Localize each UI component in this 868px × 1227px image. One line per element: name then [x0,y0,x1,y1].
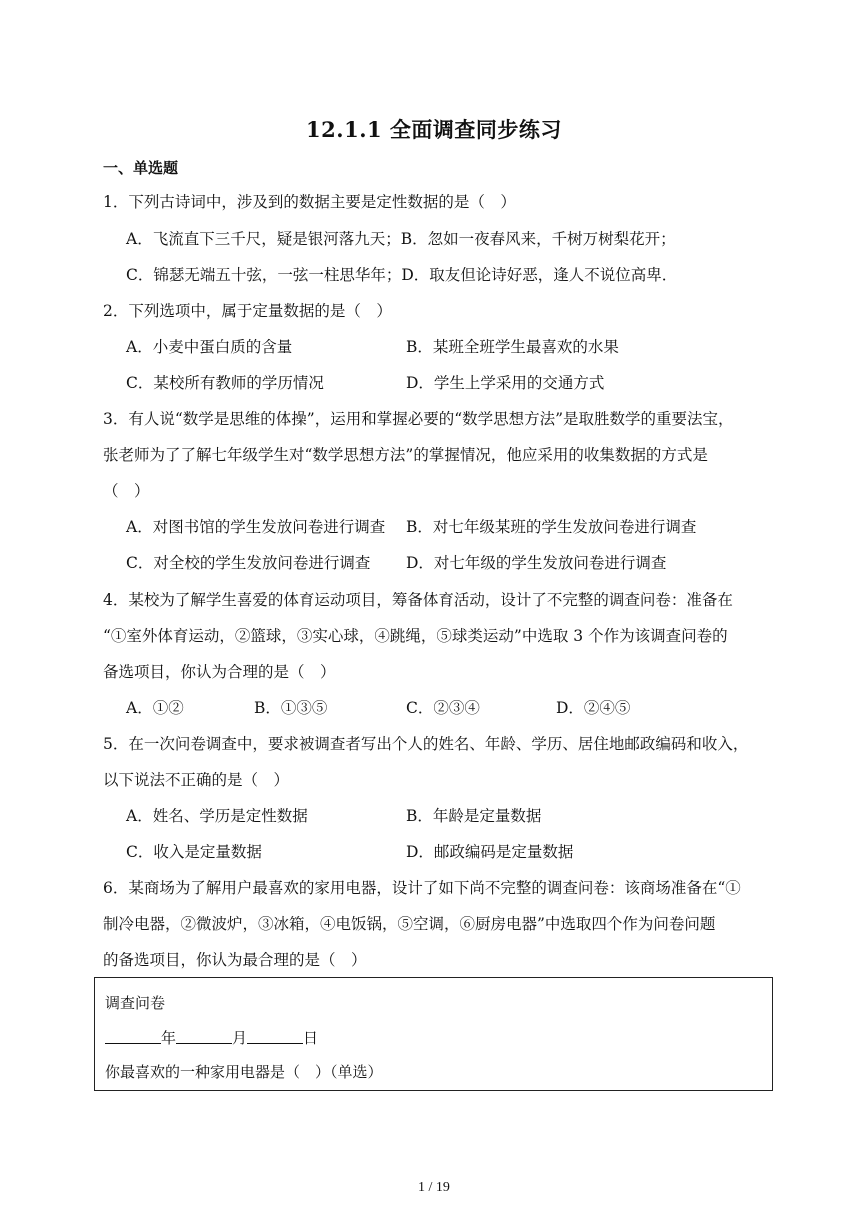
question-3-stem-line2: 张老师为了了解七年级学生对“数学思想方法”的掌握情况，他应采用的收集数据的方式是 [103,446,708,464]
questionnaire-heading: 调查问卷 [105,994,166,1012]
day-label: 日 [303,1029,319,1047]
question-3-option-d: D．对七年级的学生发放问卷进行调查 [406,554,667,572]
question-4-stem-line2: “①室外体育运动，②篮球，③实心球，④跳绳，⑤球类运动”中选取 3 个作为该调查问卷的 [103,627,728,645]
question-4-option-d: D．②④⑤ [556,699,631,717]
question-2-option-d: D．学生上学采用的交通方式 [406,374,605,392]
year-blank [105,1029,161,1044]
day-blank [247,1029,303,1044]
question-1-options-cd: C．锦瑟无端五十弦，一弦一柱思华年；D．取友但论诗好恶，逢人不说位高卑． [126,266,678,284]
question-3-option-b: B．对七年级某班的学生发放问卷进行调查 [406,518,697,536]
year-label: 年 [161,1029,177,1047]
question-2-option-b: B．某班全班学生最喜欢的水果 [406,338,619,356]
question-4-option-c: C．②③④ [406,699,480,717]
month-label: 月 [232,1029,248,1047]
questionnaire-box [94,977,773,1091]
section-heading: 一、单选题 [103,159,179,177]
question-6-stem-line3: 的备选项目，你认为最合理的是（ ） [103,951,367,969]
question-1-stem: 1．下列古诗词中，涉及到的数据主要是定性数据的是（ ） [103,193,516,211]
question-2-stem: 2．下列选项中，属于定量数据的是（ ） [103,302,392,320]
question-5-stem-line1: 5．在一次问卷调查中，要求被调查者写出个人的姓名、年龄、学历、居住地邮政编码和收入， [103,735,749,753]
question-3-stem-line3: （ ） [103,482,150,500]
question-6-stem-line2: 制冷电器，②微波炉，③冰箱，④电饭锅，⑤空调，⑥厨房电器”中选取四个作为问卷问题 [103,915,716,933]
question-6-stem-line1: 6．某商场为了解用户最喜欢的家用电器，设计了如下尚不完整的调查问卷：该商场准备在“① [103,879,741,897]
question-2-option-a: A．小麦中蛋白质的含量 [126,338,293,356]
question-5-stem-line2: 以下说法不正确的是（ ） [103,771,290,789]
question-1-options-ab: A．飞流直下三千尺，疑是银河落九天；B．忽如一夜春风来，千树万树梨花开； [126,230,676,248]
question-5-option-c: C．收入是定量数据 [126,843,262,861]
question-4-option-b: B．①③⑤ [254,699,328,717]
questionnaire-date-row [105,1027,318,1048]
question-4-stem-line1: 4．某校为了解学生喜爱的体育运动项目，筹备体育活动，设计了不完整的调查问卷：准备在 [103,591,733,609]
question-4-option-a: A．①② [126,699,184,717]
question-4-stem-line3: 备选项目，你认为合理的是（ ） [103,663,336,681]
question-3-option-a: A．对图书馆的学生发放问卷进行调查 [126,518,386,536]
question-5-option-a: A．姓名、学历是定性数据 [126,807,308,825]
question-2-option-c: C．某校所有教师的学历情况 [126,374,324,392]
question-3-stem-line1: 3．有人说“数学是思维的体操”，运用和掌握必要的“数学思想方法”是取胜数学的重要法宝， [103,410,734,428]
page-title: 12.1.1 全面调查同步练习 [306,117,562,142]
question-3-option-c: C．对全校的学生发放问卷进行调查 [126,554,371,572]
page-number: 1 / 19 [418,1180,450,1195]
month-blank [176,1029,232,1044]
question-5-option-b: B．年龄是定量数据 [406,807,542,825]
question-5-option-d: D．邮政编码是定量数据 [406,843,574,861]
questionnaire-question: 你最喜欢的一种家用电器是（ ）（单选） [105,1063,383,1081]
